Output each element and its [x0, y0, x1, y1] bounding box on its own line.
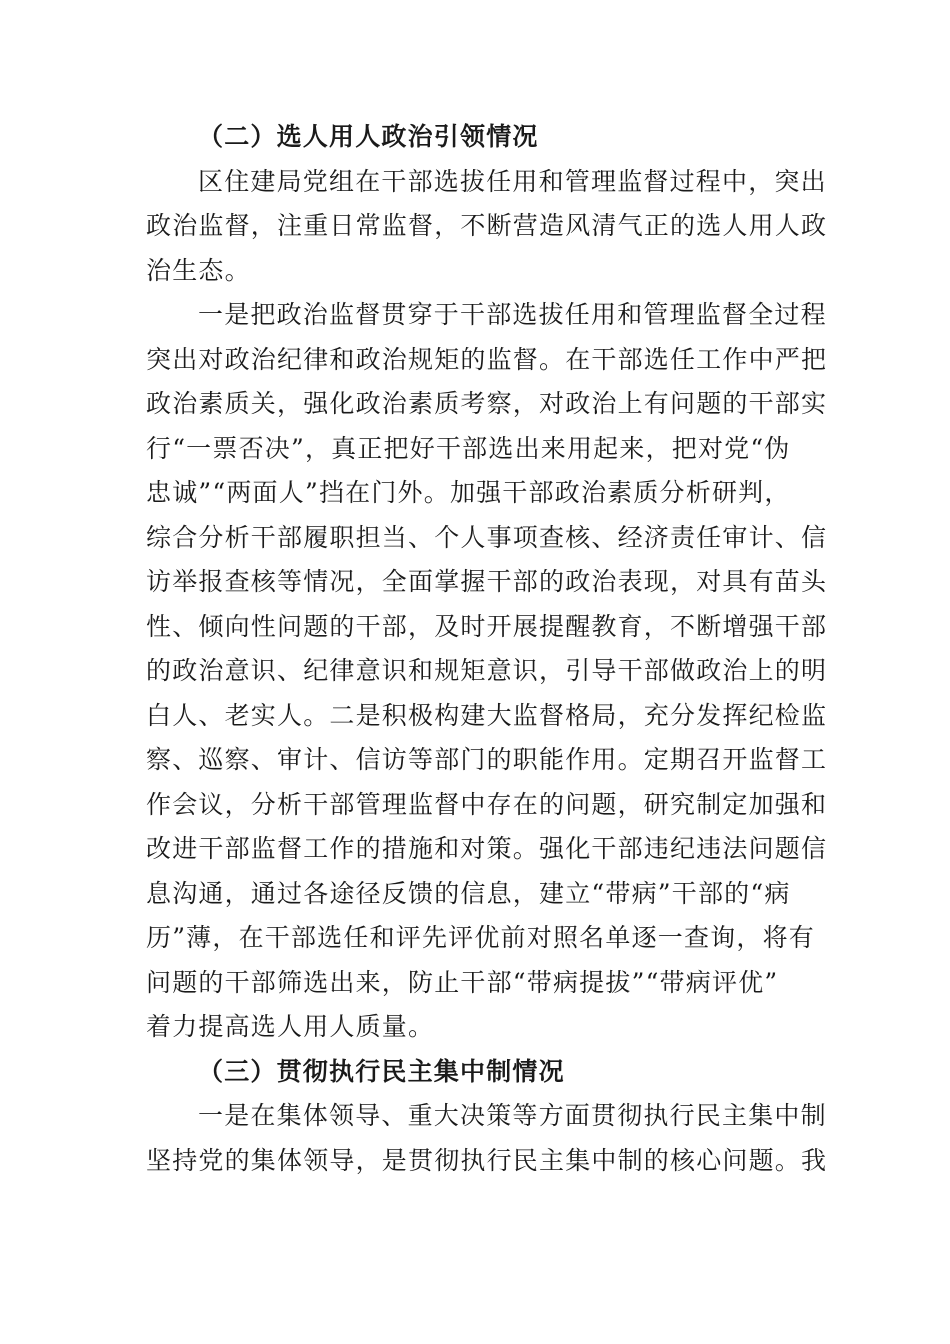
text-line: 息沟通，通过各途径反馈的信息，建立“带病”干部的“病 — [146, 878, 791, 908]
text-line: 综合分析干部履职担当、个人事项查核、经济责任审计、信 — [146, 522, 828, 552]
text-line: 作会议，分析干部管理监督中存在的问题，研究制定加强和 — [146, 789, 828, 819]
text-line: 行“一票否决”，真正把好干部选出来用起来，把对党“伪 — [146, 433, 791, 463]
paragraph-1 — [146, 160, 828, 294]
paragraph-3 — [146, 1094, 828, 1183]
section-heading-2 — [146, 115, 806, 160]
text-line: 治生态。 — [146, 255, 251, 285]
text-line: 区住建局党组在干部选拔任用和管理监督过程中，突出 — [198, 166, 827, 196]
text-line: 一是把政治监督贯穿于干部选拔任用和管理监督全过程 — [198, 300, 827, 329]
text-line: 历”薄，在干部选任和评先评优前对照名单逐一查询，将有 — [146, 923, 815, 952]
text-line: 政治素质关，强化政治素质考察，对政治上有问题的干部实 — [146, 389, 828, 418]
heading-line: （二）选人用人政治引领情况 — [198, 122, 539, 151]
text-line: 一是在集体领导、重大决策等方面贯彻执行民主集中制 — [198, 1101, 827, 1130]
text-line: 访举报查核等情况，全面掌握干部的政治表现，对具有苗头 — [146, 567, 828, 596]
text-line: 问题的干部筛选出来，防止干部“带病提拔”“带病评优” — [146, 967, 779, 997]
text-line: 突出对政治纪律和政治规矩的监督。在干部选任工作中严把 — [146, 344, 828, 374]
section-heading-3 — [146, 1050, 806, 1095]
text-line: 忠诚”“两面人”挡在门外。加强干部政治素质分析研判， — [146, 478, 791, 507]
text-line: 白人、老实人。二是积极构建大监督格局，充分发挥纪检监 — [146, 700, 828, 730]
text-line: 坚持党的集体领导，是贯彻执行民主集中制的核心问题。我 — [146, 1145, 828, 1175]
text-line: 性、倾向性问题的干部，及时开展提醒教育，不断增强干部 — [146, 611, 828, 641]
text-line: 着力提高选人用人质量。 — [146, 1012, 435, 1041]
text-line: 政治监督，注重日常监督，不断营造风清气正的选人用人政 — [146, 211, 828, 240]
text-line: 改进干部监督工作的措施和对策。强化干部违纪违法问题信 — [146, 834, 828, 863]
paragraph-2 — [146, 293, 828, 1050]
heading-line: （三）贯彻执行民主集中制情况 — [198, 1056, 565, 1086]
document-body — [146, 115, 828, 1183]
text-line: 的政治意识、纪律意识和规矩意识，引导干部做政治上的明 — [146, 656, 828, 685]
text-line: 察、巡察、审计、信访等部门的职能作用。定期召开监督工 — [146, 745, 828, 774]
